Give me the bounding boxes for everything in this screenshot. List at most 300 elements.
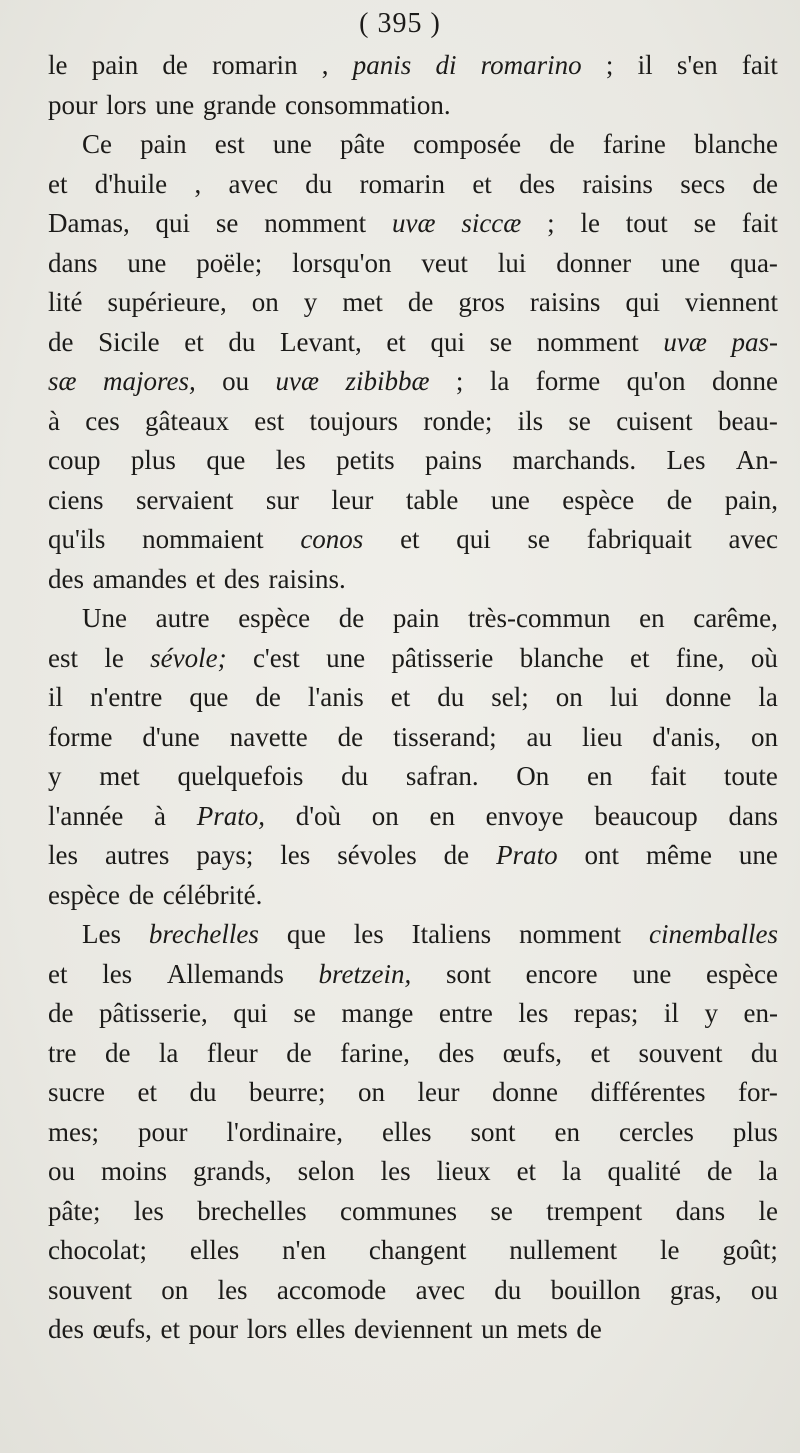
word: selon: [297, 1156, 355, 1186]
word: veut: [421, 247, 468, 278]
word: et: [386, 326, 406, 357]
word: elles: [382, 1116, 432, 1147]
word: fait: [650, 761, 687, 791]
text-line: [48, 718, 778, 758]
text-line: [48, 876, 778, 916]
word: se: [489, 326, 513, 357]
text-line: [48, 165, 778, 205]
word: ;: [605, 50, 614, 80]
word: tout: [625, 208, 668, 238]
word: les: [217, 1274, 248, 1305]
word: une: [127, 247, 167, 278]
word: se: [490, 1195, 513, 1226]
word: cercles: [618, 1116, 694, 1147]
word: nullement: [509, 1235, 618, 1265]
word: ces: [85, 405, 120, 436]
text-line: [48, 955, 778, 995]
word: de: [666, 484, 693, 515]
word: moins: [100, 1156, 167, 1186]
word: siccæ: [461, 208, 522, 238]
word: pains: [425, 445, 483, 475]
word: un: [481, 1314, 509, 1344]
word: de: [706, 1156, 733, 1186]
word: très-commun: [468, 603, 611, 633]
word: lors: [106, 89, 147, 120]
word: y: [48, 761, 62, 791]
word: majores,: [102, 366, 196, 396]
text-line: [48, 1231, 778, 1271]
paragraph: [48, 599, 778, 915]
text-line: [48, 1073, 778, 1113]
text-line: [48, 599, 778, 639]
word: une: [326, 642, 366, 673]
word: sévoles: [337, 840, 417, 870]
word: forme: [535, 366, 601, 396]
word: de: [286, 1037, 312, 1068]
word: et: [400, 524, 420, 554]
word: des: [519, 168, 556, 199]
word: de: [407, 287, 434, 317]
word: se: [215, 208, 239, 238]
word: ils: [517, 405, 544, 436]
word: goût;: [722, 1235, 778, 1265]
word: table: [405, 484, 459, 515]
word: qui: [430, 326, 465, 357]
word: de: [752, 168, 778, 199]
word: avec: [228, 168, 278, 199]
word: ronde;: [423, 405, 493, 436]
word: qui: [456, 524, 491, 554]
word: avec: [415, 1274, 466, 1305]
word: sont: [470, 1116, 516, 1147]
word: tre: [48, 1037, 77, 1068]
word: pain: [91, 50, 139, 80]
word: de: [576, 1314, 602, 1344]
word: la: [489, 366, 510, 396]
word: dans: [728, 800, 778, 831]
word: pâte: [340, 129, 386, 159]
word: espèce: [562, 484, 635, 515]
word: On: [516, 761, 550, 791]
word: nomment: [536, 326, 639, 357]
word: de: [162, 50, 188, 80]
word: qui: [233, 998, 268, 1028]
text-line: [48, 1152, 778, 1192]
word: nomment: [264, 208, 367, 238]
word: brechelles: [148, 919, 259, 949]
word: une: [155, 89, 195, 120]
word: Allemands: [166, 958, 284, 989]
word: beurre;: [249, 1077, 326, 1107]
word: blanche: [694, 129, 778, 159]
word: il: [663, 998, 679, 1028]
word: de: [443, 840, 470, 870]
word: encore: [525, 958, 598, 989]
word: lui: [497, 247, 527, 278]
word: sont: [445, 958, 491, 989]
word: An-: [735, 445, 778, 475]
word: plus: [732, 1116, 778, 1147]
word: on: [371, 800, 399, 831]
word: de: [128, 879, 155, 910]
word: en-: [743, 998, 778, 1028]
word: qui: [155, 208, 191, 238]
word: il: [637, 50, 653, 80]
word: romarin: [212, 50, 298, 80]
word: met: [99, 761, 140, 791]
word: carême,: [693, 603, 778, 633]
text-line: [48, 639, 778, 679]
word: secs: [680, 168, 726, 199]
word: grande: [202, 89, 277, 120]
word: fine,: [675, 642, 725, 673]
word: romarin: [359, 168, 446, 199]
text-line: [48, 836, 778, 876]
word: pâte;: [48, 1195, 101, 1226]
word: ,: [321, 50, 329, 80]
word: uvæ: [275, 366, 320, 396]
word: consommation.: [284, 89, 451, 120]
word: qua-: [729, 247, 778, 278]
word: du: [750, 1037, 778, 1068]
word: ou: [48, 1156, 75, 1186]
word: et: [590, 1037, 610, 1068]
word: les: [102, 958, 133, 989]
word: et: [184, 326, 204, 357]
word: servaient: [135, 484, 234, 515]
word: pâtisserie: [391, 642, 494, 673]
word: accomode: [276, 1274, 387, 1305]
word: gâteaux: [145, 405, 229, 436]
word: il: [48, 682, 64, 712]
text-line: [48, 441, 778, 481]
word: la: [562, 1156, 582, 1186]
word: zibibbæ: [345, 366, 430, 396]
word: pain,: [724, 484, 778, 515]
word: fait: [741, 208, 778, 238]
word: et: [195, 563, 216, 594]
word: petits: [336, 445, 395, 475]
word: ;: [547, 208, 555, 238]
text-line: [48, 757, 778, 797]
word: pas-: [731, 326, 778, 357]
word: panis: [352, 50, 412, 80]
word: elles: [295, 1314, 346, 1344]
word: raisins: [582, 168, 653, 199]
word: navette: [229, 721, 308, 752]
word: pour: [48, 89, 98, 120]
word: donne: [711, 366, 778, 396]
word: quelquefois: [177, 761, 304, 791]
word: Une: [82, 603, 127, 633]
word: des: [48, 1314, 84, 1344]
word: uvæ: [663, 326, 707, 357]
word: poële;: [196, 247, 263, 278]
word: on: [161, 1274, 189, 1305]
word: différentes: [590, 1077, 706, 1107]
word: toujours: [309, 405, 399, 436]
word: repas;: [573, 998, 639, 1028]
word: leur: [417, 1077, 460, 1107]
word: œufs,: [92, 1314, 152, 1344]
word: mets: [516, 1314, 568, 1344]
word: sucre: [48, 1077, 105, 1107]
word: se: [568, 405, 591, 436]
word: amandes: [92, 563, 188, 594]
word: on: [555, 682, 583, 712]
word: le: [48, 50, 68, 80]
word: mange: [341, 998, 414, 1028]
word: où: [750, 642, 778, 673]
word: se: [527, 524, 551, 554]
word: for-: [737, 1077, 778, 1107]
word: des: [223, 563, 260, 594]
text-line: [48, 125, 778, 165]
word: on: [357, 1077, 385, 1107]
word: la: [158, 1037, 179, 1068]
word: changent: [368, 1235, 467, 1265]
word: même: [645, 840, 712, 870]
word: grands,: [192, 1156, 272, 1186]
word: donner: [556, 247, 632, 278]
text-line: [48, 915, 778, 955]
word: cuisent: [616, 405, 693, 436]
text-line: [48, 323, 778, 363]
word: en: [587, 761, 613, 791]
word: entre: [438, 998, 493, 1028]
word: on: [750, 721, 778, 752]
word: fabriquait: [586, 524, 692, 554]
word: c'est: [252, 642, 300, 673]
word: Damas,: [48, 208, 130, 238]
text-line: [48, 520, 778, 560]
word: brechelles: [197, 1195, 307, 1226]
word: espèce: [238, 603, 311, 633]
word: le: [758, 1195, 778, 1226]
word: ou: [750, 1274, 778, 1305]
word: lui: [609, 682, 639, 712]
word: de: [549, 129, 575, 159]
word: la: [758, 682, 778, 712]
word: fleur: [206, 1037, 258, 1068]
word: mes;: [48, 1116, 99, 1147]
text-line: [48, 244, 778, 284]
word: ou: [222, 366, 250, 396]
word: et: [390, 682, 411, 712]
word: on: [251, 287, 279, 317]
word: célébrité.: [162, 879, 263, 910]
word: supérieure,: [107, 287, 227, 317]
word: sel;: [491, 682, 529, 712]
word: composée: [413, 129, 522, 159]
word: l'ordinaire,: [226, 1116, 344, 1147]
text-line: [48, 362, 778, 402]
word: ;: [455, 366, 464, 396]
word: dans: [48, 247, 98, 278]
word: de: [48, 326, 74, 357]
word: qu'on: [626, 366, 686, 396]
word: une: [272, 129, 312, 159]
word: n'entre: [90, 682, 163, 712]
word: autres: [104, 840, 170, 870]
word: souvent: [48, 1274, 132, 1305]
word: la: [758, 1156, 778, 1186]
word: marchands.: [512, 445, 637, 475]
word: lorsqu'on: [292, 247, 392, 278]
word: sæ: [48, 366, 77, 396]
word: qui: [625, 287, 660, 317]
word: coup: [48, 445, 101, 475]
word: l'année: [48, 800, 124, 831]
word: est: [214, 129, 245, 159]
word: d'anis,: [652, 721, 722, 752]
word: du: [228, 326, 256, 357]
word: Levant,: [279, 326, 362, 357]
word: le: [104, 642, 124, 673]
paragraph: [48, 915, 778, 1350]
word: et: [630, 642, 650, 673]
text-line: [48, 86, 778, 126]
word: pour: [188, 1314, 239, 1344]
page-number: ( 395 ): [359, 8, 441, 39]
text-line: [48, 560, 778, 600]
word: du: [305, 168, 333, 199]
word: les: [353, 919, 384, 949]
text-line: [48, 204, 778, 244]
word: raisins: [529, 287, 601, 317]
word: tisserand;: [393, 721, 497, 752]
word: toute: [723, 761, 778, 791]
word: des: [438, 1037, 475, 1068]
word: gras,: [669, 1274, 722, 1305]
word: cinemballes: [649, 919, 778, 949]
word: et: [137, 1077, 157, 1107]
word: se: [293, 998, 316, 1028]
word: espèce: [705, 958, 778, 989]
word: envoye: [485, 800, 564, 831]
word: à: [48, 405, 60, 436]
word: une: [661, 247, 701, 278]
word: les: [518, 998, 549, 1028]
word: elles: [189, 1235, 240, 1265]
word: de: [48, 998, 74, 1028]
word: de: [255, 682, 281, 712]
word: lité: [48, 287, 83, 317]
word: trempent: [546, 1195, 643, 1226]
word: les: [133, 1195, 164, 1226]
word: s'en: [676, 50, 718, 80]
text-line: [48, 1271, 778, 1311]
word: ciens: [48, 484, 104, 515]
word: et: [516, 1156, 537, 1186]
word: ont: [584, 840, 620, 870]
word: est: [48, 642, 78, 673]
word: dans: [675, 1195, 726, 1226]
word: donne: [665, 682, 732, 712]
word: d'où: [295, 800, 342, 831]
word: le: [660, 1235, 680, 1265]
text-line: [48, 1113, 778, 1153]
word: qu'ils: [48, 524, 106, 554]
word: d'une: [142, 721, 200, 752]
word: avec: [728, 524, 778, 554]
page-body: [48, 46, 778, 1350]
word: y: [704, 998, 718, 1028]
word: n'en: [282, 1235, 327, 1265]
word: lors: [246, 1314, 288, 1344]
paragraph: [48, 46, 778, 125]
text-line: [48, 481, 778, 521]
word: est: [254, 405, 285, 436]
word: Italiens: [411, 919, 492, 949]
word: leur: [331, 484, 374, 515]
word: uvæ: [392, 208, 436, 238]
word: Les: [666, 445, 706, 475]
word: espèce: [48, 879, 120, 910]
word: pain: [392, 603, 440, 633]
word: d'huile: [94, 168, 168, 199]
word: en: [429, 800, 455, 831]
word: deviennent: [353, 1314, 473, 1344]
word: de: [104, 1037, 131, 1068]
word: que: [189, 682, 229, 712]
word: des: [48, 563, 84, 594]
word: viennent: [684, 287, 778, 317]
word: que: [286, 919, 326, 949]
word: safran.: [405, 761, 479, 791]
word: se: [693, 208, 717, 238]
word: plus: [130, 445, 176, 475]
word: chocolat;: [48, 1235, 147, 1265]
word: fait: [741, 50, 778, 80]
word: et: [48, 168, 68, 199]
text-line: [48, 1310, 778, 1350]
word: une: [738, 840, 778, 870]
word: sur: [265, 484, 299, 515]
word: de: [337, 721, 364, 752]
word: du: [437, 682, 465, 712]
word: lieu: [581, 721, 623, 752]
text-line: [48, 678, 778, 718]
word: beaucoup: [594, 800, 698, 831]
word: et: [160, 1314, 180, 1344]
word: bretzein,: [318, 958, 412, 989]
word: raisins.: [268, 563, 346, 594]
word: les: [380, 1156, 411, 1186]
word: sévole;: [150, 642, 227, 673]
word: de: [338, 603, 365, 633]
word: au: [526, 721, 553, 752]
word: farine: [602, 129, 666, 159]
word: pain: [140, 129, 187, 159]
text-line: [48, 283, 778, 323]
word: une: [490, 484, 530, 515]
word: l'anis: [307, 682, 364, 712]
word: gros: [458, 287, 505, 317]
word: pour: [137, 1116, 188, 1147]
word: qualité: [607, 1156, 681, 1186]
word: autre: [155, 603, 210, 633]
word: bouillon: [550, 1274, 641, 1305]
word: œufs,: [502, 1037, 563, 1068]
word: di: [435, 50, 457, 80]
word: en: [639, 603, 665, 633]
word: communes: [340, 1195, 458, 1226]
word: donne: [492, 1077, 558, 1107]
word: les: [280, 840, 311, 870]
word: beau-: [717, 405, 778, 436]
word: du: [189, 1077, 217, 1107]
